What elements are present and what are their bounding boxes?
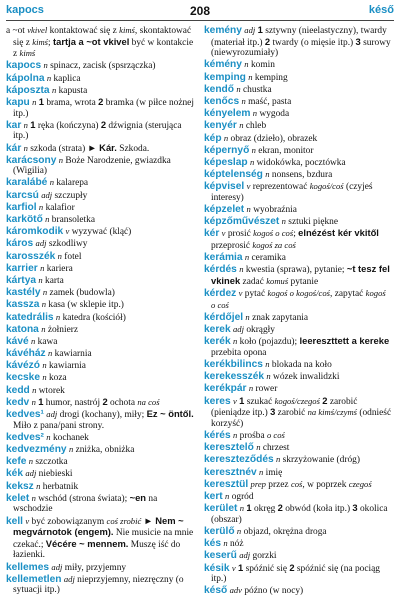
entry-headword: kép (204, 132, 222, 144)
entry-definition: n katedra (kościół) (55, 311, 126, 323)
left-column (6, 25, 194, 596)
entry-definition: n rower (248, 383, 278, 395)
entry-definition: n maść, pasta (241, 95, 292, 107)
dictionary-entry (6, 60, 194, 72)
entry-definition: n koza (42, 372, 67, 384)
dictionary-entry (204, 133, 392, 145)
entry-headword: kenőcs (204, 95, 240, 107)
dictionary-entry (204, 108, 392, 120)
entry-headword: katedrális (6, 311, 54, 323)
dictionary-entry (6, 155, 194, 177)
dictionary-entry (204, 288, 392, 311)
dictionary-entry (204, 442, 392, 454)
entry-headword: kerülő (204, 525, 235, 537)
entry-headword: káposzta (6, 84, 50, 96)
dictionary-entry (204, 430, 392, 442)
entry-headword: kerekesszék (204, 371, 265, 383)
dictionary-entry (6, 177, 194, 189)
dictionary-entry (6, 574, 194, 596)
entry-headword: karfiol (6, 201, 37, 213)
dictionary-entry (204, 120, 392, 132)
entry-headword: karcsú (6, 189, 39, 201)
entry-definition: n zniżka, obniżka (68, 444, 135, 455)
dictionary-entry (6, 444, 194, 456)
entry-definition: n kemping (248, 71, 288, 83)
dictionary-entry (204, 264, 392, 287)
entry-definition: n kapusta (51, 84, 88, 96)
dictionary-entry (6, 312, 194, 324)
entry-headword: kávézó (6, 360, 40, 372)
entry-definition: n spinacz, zacisk (spsrzączka) (43, 60, 156, 72)
entry-headword: késik (204, 562, 230, 574)
entry-definition: v 1 spóźnić się 2 spóźnić się (na pociąg itp.) (211, 561, 380, 585)
dictionary-entry (204, 169, 392, 181)
entry-headword: kerékbilincs (204, 359, 263, 371)
dictionary-entry (6, 143, 194, 155)
entry-definition: adv późno (w nocy) (229, 585, 304, 597)
entry-headword: kávé (6, 335, 29, 347)
entry-headword: kerek (204, 324, 231, 336)
entry-definition: adj szczupły (41, 189, 88, 201)
entry-definition: adj miły, przyjemny (51, 561, 127, 573)
entry-headword: kecske (6, 372, 40, 384)
entry-definition: n wschód (strona świata); ~en na wschodzie (13, 491, 158, 515)
entry-definition: n kawa (31, 335, 58, 347)
entry-headword: kápolna (6, 72, 45, 84)
dictionary-entry (6, 372, 194, 384)
entry-headword: kedves¹ (6, 409, 44, 421)
entry-definition: n kariera (40, 262, 73, 274)
dictionary-entry (6, 360, 194, 372)
dictionary-entry (6, 226, 194, 238)
entry-headword: kendő (204, 83, 235, 95)
entry-definition: adj okrągły (232, 324, 275, 336)
entry-headword: kerék (204, 336, 231, 348)
entry-definition: adj drogi (kochany), miły; Ez ~ öntől. Miło z pana/pani strony. (13, 408, 194, 431)
entry-definition: adj gorzki (239, 550, 277, 562)
entry-definition: n kawiarnia (42, 360, 86, 372)
entry-headword: kedves² (6, 431, 44, 443)
entry-definition: n imię (259, 466, 283, 478)
dictionary-entry (204, 359, 392, 371)
entry-definition: n ogród (225, 490, 254, 502)
entry-headword: kar (6, 119, 22, 131)
entry-headword: keserű (204, 550, 237, 562)
entry-definition: n 1 ręka (kończyna) 2 dźwignia (sterująca itp.) (13, 118, 182, 142)
dictionary-entry (6, 516, 194, 561)
entry-headword: kedd (6, 384, 30, 396)
entry-definition: n skrzyżowanie (dróg) (276, 454, 360, 466)
entry-headword: kék (6, 468, 23, 480)
entry-headword: kenyér (204, 120, 237, 132)
dictionary-entry (204, 216, 392, 228)
entry-definition: n zamek (budowla) (42, 287, 115, 299)
dictionary-entry (204, 396, 392, 430)
entry-definition: v reprezentować kogoś/coś (czyjeś interesy) (211, 181, 373, 203)
dictionary-entry (204, 336, 392, 358)
entry-definition: n bransoletka (45, 214, 96, 226)
page-header (6, 4, 394, 21)
right-column (204, 25, 392, 597)
dictionary-entry (204, 72, 392, 84)
entry-definition: n komin (244, 59, 275, 71)
entry-headword: képeslap (204, 156, 248, 168)
entry-headword: kés (204, 538, 221, 550)
entry-definition: adj szkodliwy (35, 238, 88, 250)
entry-headword: keres (204, 395, 231, 407)
dictionary-entry (6, 481, 194, 493)
entry-headword: kefe (6, 456, 27, 468)
dictionary-entry (6, 85, 194, 97)
entry-headword: kelet (6, 492, 30, 504)
entry-headword: képernyő (204, 144, 250, 156)
dictionary-entry (6, 336, 194, 348)
entry-headword: képzelet (204, 204, 245, 216)
entry-headword: kemény (204, 25, 242, 36)
page-number: 208 (189, 4, 211, 18)
entry-headword: kár (6, 142, 22, 154)
dictionary-entry (204, 563, 392, 585)
dictionary-entry (6, 190, 194, 202)
entry-definition: n 1 okręg 2 obwód (koła itp.) 3 okolica (obszar) (211, 502, 388, 525)
entry-headword: késő (204, 585, 228, 597)
entry-definition: n nonsens, bzdura (265, 169, 333, 181)
entry-definition: n karta (38, 274, 64, 286)
entry-definition: n kaplica (46, 72, 81, 84)
entry-definition: n wtorek (32, 384, 65, 396)
entry-headword: kérdés (204, 264, 237, 276)
entry-headword: karosszék (6, 250, 56, 262)
entry-definition: n wyobraźnia (246, 204, 297, 216)
entry-headword: kellemes (6, 561, 50, 573)
entry-headword: kassza (6, 299, 40, 311)
entry-definition: n ceramika (244, 252, 286, 264)
dictionary-entry (204, 228, 392, 251)
dictionary-entry (6, 275, 194, 287)
entry-headword: képtelenség (204, 169, 263, 181)
entry-definition: v prosić kogoś o coś; elnézést kér vkitől przeprosić kogoś za coś (211, 227, 379, 251)
dictionary-entry (6, 324, 194, 336)
dictionary-entry (204, 324, 392, 336)
entry-definition: v być zobowiązanym coś zrobić ► Nem ~ megvárnotok (engem). Nie musicie na mnie czekać.; Vécére ~ mennem. Muszę iść do łazienki. (13, 514, 194, 561)
entry-headword: kedvezmény (6, 444, 67, 455)
entry-headword: keresztnév (204, 466, 257, 478)
entry-definition: n znak zapytania (245, 311, 309, 323)
entry-headword: kér (204, 228, 220, 240)
dictionary-entry (204, 204, 392, 216)
entry-definition: n chrzest (256, 442, 290, 454)
entry-headword: kert (204, 490, 223, 502)
entry-headword: kényelem (204, 108, 251, 120)
entry-headword: kémény (204, 59, 242, 71)
entry-headword: kastély (6, 287, 41, 299)
dictionary-entry (6, 397, 194, 409)
entry-definition: n prośba o coś (232, 430, 285, 442)
entry-headword: képzőművészet (204, 216, 280, 228)
dictionary-entry (6, 238, 194, 250)
dictionary-entry (6, 25, 194, 60)
entry-definition: adj nieprzyjemny, niezręczny (o sytuacji itp.) (13, 573, 184, 596)
entry-definition: n widokówka, pocztówka (249, 156, 346, 168)
dictionary-entry (204, 96, 392, 108)
dictionary-entry (6, 409, 194, 431)
entry-headword: katona (6, 323, 39, 335)
dictionary-entry (6, 251, 194, 263)
entry-definition: n Boże Narodzenie, gwiazdka (Wigilia) (13, 154, 171, 177)
dictionary-entry (204, 252, 392, 264)
dictionary-entry (204, 550, 392, 562)
entry-headword: kemping (204, 71, 246, 83)
dictionary-entry (204, 181, 392, 203)
entry-definition: n kochanek (46, 431, 89, 443)
entry-definition: n szkoda (strata) ► Kár. Szkoda. (23, 141, 150, 154)
entry-headword: kérdőjel (204, 311, 244, 323)
dictionary-entry (204, 503, 392, 525)
entry-definition: v wyzywać (kląć) (65, 226, 132, 238)
dictionary-entry (6, 385, 194, 397)
entry-headword: kávéház (6, 348, 46, 360)
dictionary-entry (6, 468, 194, 480)
entry-definition: n wózek inwalidzki (266, 371, 340, 383)
entry-definition: n wygoda (252, 108, 290, 120)
entry-definition: n 1 brama, wrota 2 bramka (w piłce nożnej itp.) (13, 95, 194, 119)
entry-headword: karkötő (6, 214, 43, 226)
entry-definition: n nóż (223, 538, 244, 550)
entry-definition: prep przez coś, w poprzek czegoś (250, 478, 372, 490)
entry-headword: keresztelő (204, 442, 254, 454)
entry-headword: kérés (204, 430, 231, 442)
entry-headword: kell (6, 515, 23, 527)
entry-headword: kerámia (204, 252, 243, 264)
entry-definition: v 1 szukać kogoś/czegoś 2 zarobić (pieniądze itp.) 3 zarobić na kimś/czymś (odnieść korzyść) (211, 394, 392, 429)
entry-headword: kedv (6, 396, 30, 408)
dictionary-entry (204, 479, 392, 491)
entry-headword: kerület (204, 503, 238, 515)
entry-definition: n ekran, monitor (251, 144, 314, 156)
dictionary-entry (204, 585, 392, 597)
entry-headword: keresztül (204, 478, 249, 490)
entry-headword: kapocs (6, 60, 42, 72)
dictionary-entry (204, 454, 392, 466)
dictionary-entry (204, 25, 392, 59)
dictionary-entry (6, 562, 194, 574)
entry-definition: n kalafior (38, 201, 75, 213)
dictionary-entry (204, 467, 392, 479)
dictionary-entry (6, 263, 194, 275)
dictionary-entry (204, 157, 392, 169)
dictionary-entry (6, 456, 194, 468)
entry-definition: n koło (pojazdu); leereszttett a kereke przebita opona (211, 335, 390, 358)
entry-definition: n chustka (236, 83, 272, 95)
entry-headword: kapu (6, 96, 30, 108)
dictionary-entry (6, 493, 194, 515)
entry-definition: n chleb (239, 120, 267, 132)
entry-definition: n kalarepa (49, 177, 89, 189)
dictionary-entry (204, 59, 392, 71)
entry-headword: keksz (6, 480, 34, 492)
entry-definition: n blokada na koło (265, 359, 332, 371)
header-last-word: késő (368, 4, 394, 16)
entry-headword: káromkodik (6, 226, 64, 238)
dictionary-entry (6, 97, 194, 119)
dictionary-entry (6, 432, 194, 444)
dictionary-entry (204, 383, 392, 395)
entry-definition: n obraz (dzieło), obrazek (223, 132, 318, 144)
dictionary-entry (204, 526, 392, 538)
entry-headword: kereszteződés (204, 454, 274, 466)
dictionary-entry (6, 214, 194, 226)
entry-definition: n objazd, okrężna droga (236, 525, 327, 537)
entry-definition: n sztuki piękne (281, 216, 339, 228)
entry-definition: n kawiarnia (48, 348, 92, 360)
entry-headword: képvisel (204, 181, 245, 193)
dictionary-entry (204, 371, 392, 383)
entry-definition: n żołnierz (41, 323, 79, 335)
dictionary-entry (204, 84, 392, 96)
dictionary-entry (6, 202, 194, 214)
dictionary-entry (6, 299, 194, 311)
entry-definition: n 1 humor, nastrój 2 ochota na coś (31, 395, 160, 408)
header-first-word: kapocs (6, 4, 44, 16)
dictionary-entry (204, 491, 392, 503)
entry-headword: káros (6, 238, 34, 250)
entry-headword: karácsony (6, 154, 57, 166)
entry-headword: karalábé (6, 177, 48, 189)
dictionary-entry (204, 538, 392, 550)
dictionary-entry (6, 348, 194, 360)
entry-headword: kerékpár (204, 383, 247, 395)
dictionary-entry (6, 73, 194, 85)
dictionary-entry (204, 312, 392, 324)
dictionary-entry (6, 287, 194, 299)
entry-definition: n herbatnik (36, 480, 79, 492)
dictionary-entry (204, 145, 392, 157)
entry-headword: kártya (6, 274, 37, 286)
entry-headword: kellemetlen (6, 573, 62, 585)
entry-headword: karrier (6, 262, 38, 274)
entry-definition: n szczotka (28, 456, 68, 468)
entry-definition: adj niebieski (25, 468, 73, 480)
entry-definition: n kasa (w sklepie itp.) (41, 299, 124, 311)
entry-definition: a ~ot vkivel kontaktować się z kimś, skontaktować się z kimś; tartja a ~ot vkivel być w kontakcie z kimś (6, 25, 194, 60)
dictionary-entry (6, 120, 194, 142)
entry-definition: n fotel (57, 250, 82, 262)
entry-definition: v pytać kogoś o kogoś/coś, zapytać kogoś o coś (211, 288, 386, 310)
entry-definition: n kwestia (sprawa), pytanie; ~t tesz fel vkinek zadać komuś pytanie (211, 263, 390, 287)
entry-definition: adj 1 sztywny (nieelastyczny), twardy (materiał itp.) 2 twardy (o mięsie itp.) 3 surowy (niewyrozumiały) (211, 24, 391, 59)
entry-headword: kérdez (204, 288, 237, 300)
